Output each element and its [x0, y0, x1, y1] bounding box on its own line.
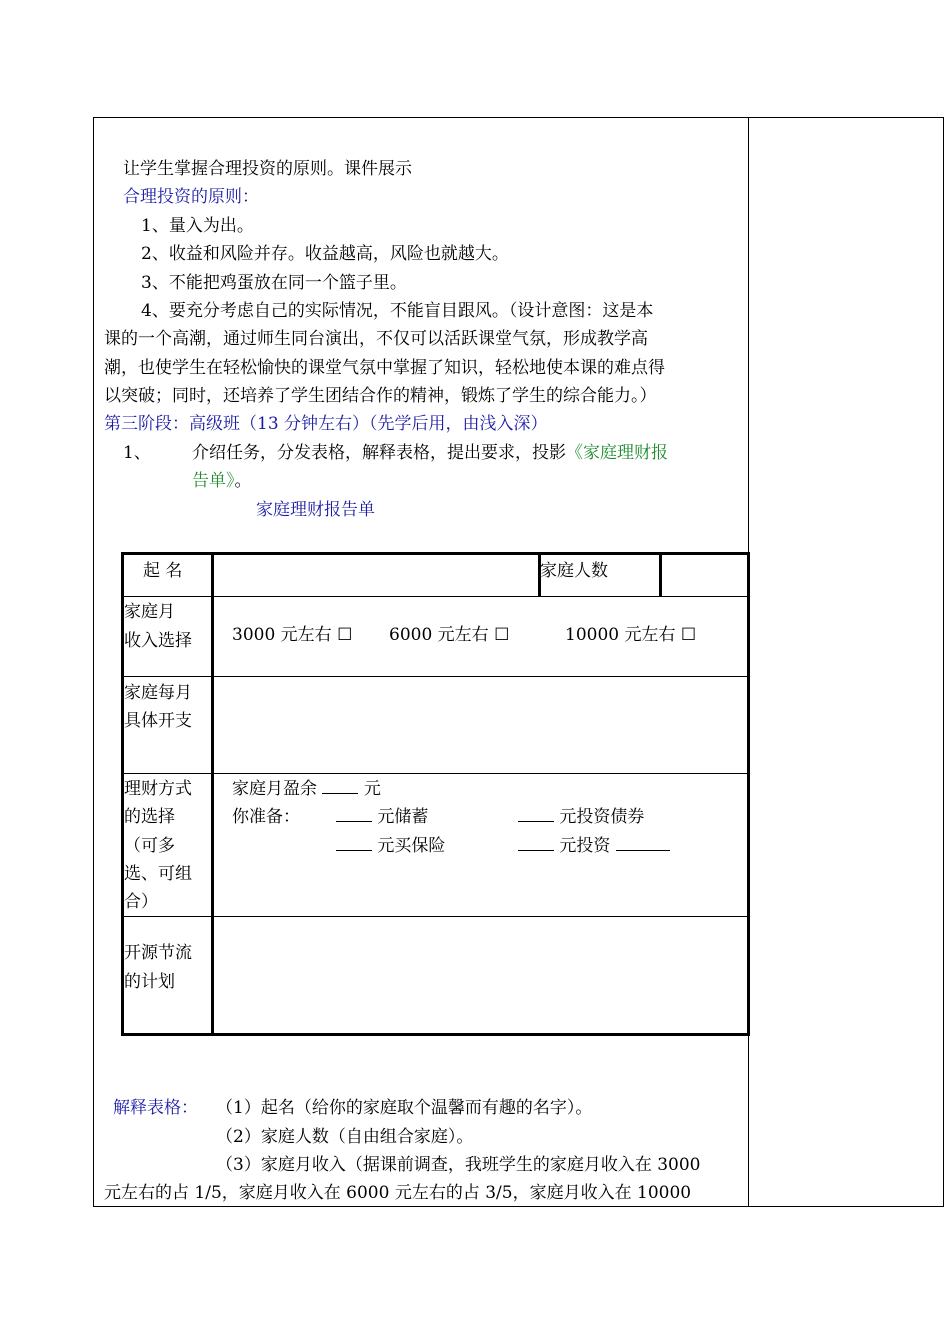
expense-label-2: 具体开支	[124, 711, 192, 731]
invest-blank[interactable]	[518, 836, 554, 851]
name-label: 起 名	[143, 561, 183, 581]
prepare-label: 你准备：	[232, 807, 300, 827]
row1-divider	[659, 555, 662, 596]
step-link-part2: 告单》	[192, 471, 235, 491]
income-option-6000[interactable]: 6000 元左右 ☐	[389, 625, 510, 645]
method-label-5: 合）	[124, 892, 158, 912]
explain-item-3-cont: 元左右的占 1/5，家庭月收入在 6000 元左右的占 3/5，家庭月收入在 10000	[104, 1183, 692, 1203]
bonds-label: 元投资债券	[559, 807, 645, 827]
family-count-label: 家庭人数	[540, 561, 608, 581]
intro-text: 让学生掌握合理投资的原则。课件展示	[123, 159, 412, 179]
principle-4-cont-3: 以突破；同时，还培养了学生团结合作的精神，锻炼了学生的综合能力。）	[104, 386, 657, 406]
expense-label-1: 家庭每月	[124, 683, 192, 703]
step-text-main: 介绍任务，分发表格，解释表格，提出要求，投影	[192, 443, 566, 463]
income-label-2: 收入选择	[124, 631, 192, 651]
row-divider	[124, 596, 747, 597]
principle-1: 1、量入为出。	[141, 216, 254, 236]
family-finance-form	[121, 552, 750, 1036]
step-text-line2	[192, 469, 252, 493]
method-label-1: 理财方式	[124, 779, 192, 799]
stage3-heading: 第三阶段：高级班（13 分钟左右）（先学后用，由浅入深）	[104, 414, 548, 434]
invest-label: 元投资	[559, 836, 611, 856]
explain-item-2: （2）家庭人数（自由组合家庭）。	[216, 1127, 474, 1147]
principle-2: 2、收益和风险并存。收益越高，风险也就越大。	[141, 244, 509, 264]
surplus-unit: 元	[363, 779, 381, 799]
principles-heading: 合理投资的原则：	[123, 187, 259, 207]
insurance-blank[interactable]	[336, 836, 372, 851]
step-number: 1、	[123, 443, 151, 463]
step-text	[192, 441, 668, 465]
row-divider	[124, 676, 747, 677]
step-link-part1: 《家庭理财报	[566, 443, 668, 463]
form-title: 家庭理财报告单	[256, 500, 375, 520]
principle-4: 4、要充分考虑自己的实际情况，不能盲目跟风。（设计意图：这是本	[141, 301, 654, 321]
income-option-3000[interactable]: 3000 元左右 ☐	[232, 625, 353, 645]
surplus-blank[interactable]	[322, 779, 358, 794]
method-label-2: 的选择	[124, 807, 175, 827]
invest-line	[518, 832, 670, 860]
explain-item-1: （1）起名（给你的家庭取个温馨而有趣的名字）。	[216, 1098, 593, 1118]
method-label-4: 选、可组	[124, 864, 192, 884]
method-label-3: （可多	[124, 836, 175, 856]
savings-line	[336, 803, 428, 831]
label-column-divider	[211, 555, 214, 1033]
surplus-prefix: 家庭月盈余	[232, 779, 317, 799]
savings-blank[interactable]	[336, 807, 372, 822]
income-option-10000[interactable]: 10000 元左右 ☐	[565, 625, 697, 645]
income-label-1: 家庭月	[124, 602, 175, 622]
insurance-label: 元买保险	[377, 836, 446, 856]
invest-target-blank[interactable]	[616, 836, 670, 851]
row-divider	[124, 773, 747, 774]
step-end: 。	[234, 471, 252, 491]
principle-3: 3、不能把鸡蛋放在同一个篮子里。	[141, 273, 407, 293]
insurance-line	[336, 832, 445, 860]
explain-heading: 解释表格：	[113, 1098, 198, 1118]
surplus-line	[232, 775, 381, 803]
bonds-line	[518, 803, 644, 831]
plan-label-2: 的计划	[124, 972, 175, 992]
principle-4-cont-1: 课的一个高潮，通过师生同台演出，不仅可以活跃课堂气氛，形成教学高	[104, 329, 648, 349]
principle-4-cont-2: 潮，也使学生在轻松愉快的课堂气氛中掌握了知识，轻松地使本课的难点得	[104, 358, 665, 378]
explain-item-3: （3）家庭月收入（据课前调查，我班学生的家庭月收入在 3000	[216, 1155, 701, 1175]
savings-label: 元储蓄	[377, 807, 429, 827]
row-divider	[124, 916, 747, 917]
bonds-blank[interactable]	[518, 807, 554, 822]
plan-label-1: 开源节流	[124, 943, 192, 963]
